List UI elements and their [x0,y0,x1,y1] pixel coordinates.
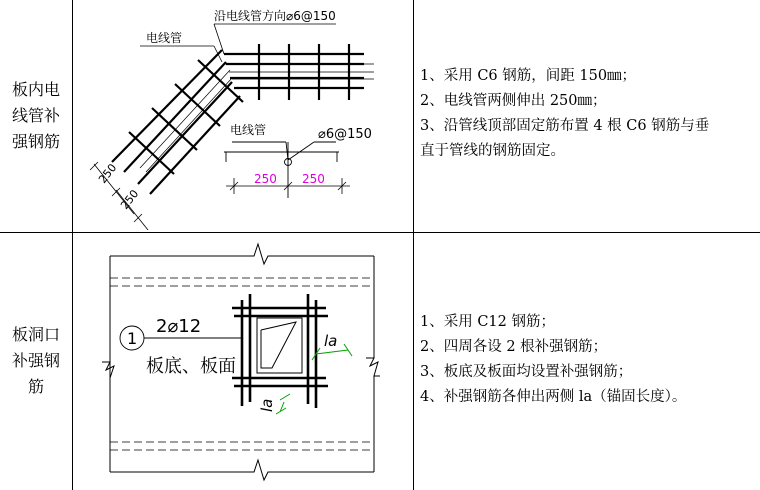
conduit-horizontal [224,64,374,79]
note-line: 3、沿管线顶部固定筋布置 4 根 C6 钢筋与垂 [420,118,710,134]
rebar-spec: 2⌀12 [156,316,202,337]
dim-right-text: 250 [302,172,325,186]
pipe-label-section: 电线管 [230,123,267,137]
row-1-label-line: 线管补 [11,106,60,125]
row-2-label-line: 板洞口 [11,325,60,344]
section-rebar-text: ⌀6@150 [318,127,372,142]
row-1-label-line: 板内电 [11,80,60,99]
row-2-label-cell [0,232,72,490]
diag-dim-2-text: 250 [118,187,142,212]
row-1-label-line: 强钢筋 [11,132,60,151]
column-divider-right [413,0,414,490]
slab-opening [257,318,302,373]
column-divider-left [72,0,73,490]
note-line: 4、补强钢筋各伸出两侧 la（锚固长度）。 [420,389,687,405]
row-1-label [6,77,66,155]
conduit-reinforcement-drawing [74,2,410,230]
row-2-notes [420,310,686,410]
longitudinal-rebars-horizontal [224,54,364,88]
note-line: 3、板底及板面均设置补强钢筋； [420,364,633,380]
row-1-label-cell [0,0,72,232]
note-line: 2、电线管两侧伸出 250㎜； [420,93,607,109]
dim-left-text: 250 [254,172,277,186]
pipe-label-top: 电线管 [146,31,183,45]
diag-dim-1-text: 250 [96,161,120,186]
row-divider [0,232,760,233]
conduit-diagonal [134,64,232,172]
row-1-notes [420,64,709,164]
note-line: 直于管线的钢筋固定。 [420,143,565,159]
note-line: 1、采用 C6 钢筋，间距 150㎜； [420,68,637,84]
anchor-label-horizontal: la [324,332,338,350]
reinforcement-bars [232,294,328,408]
marker-number: 1 [127,329,138,348]
note-line: 2、四周各设 2 根补强钢筋； [420,339,608,355]
row-2-label-line: 筋 [27,377,44,396]
anchor-label-vertical: la [258,398,276,412]
opening-reinforcement-drawing [74,234,410,488]
section-view [224,142,339,198]
row-2-label-line: 补强钢 [11,351,60,370]
row-2-label [6,322,66,400]
note-line: 1、采用 C12 钢筋； [420,314,555,330]
longitudinal-rebars-diagonal [112,50,240,194]
rebar-position: 板底、板面 [146,356,236,377]
callout-top-text: 沿电线管方向⌀6@150 [214,9,336,23]
